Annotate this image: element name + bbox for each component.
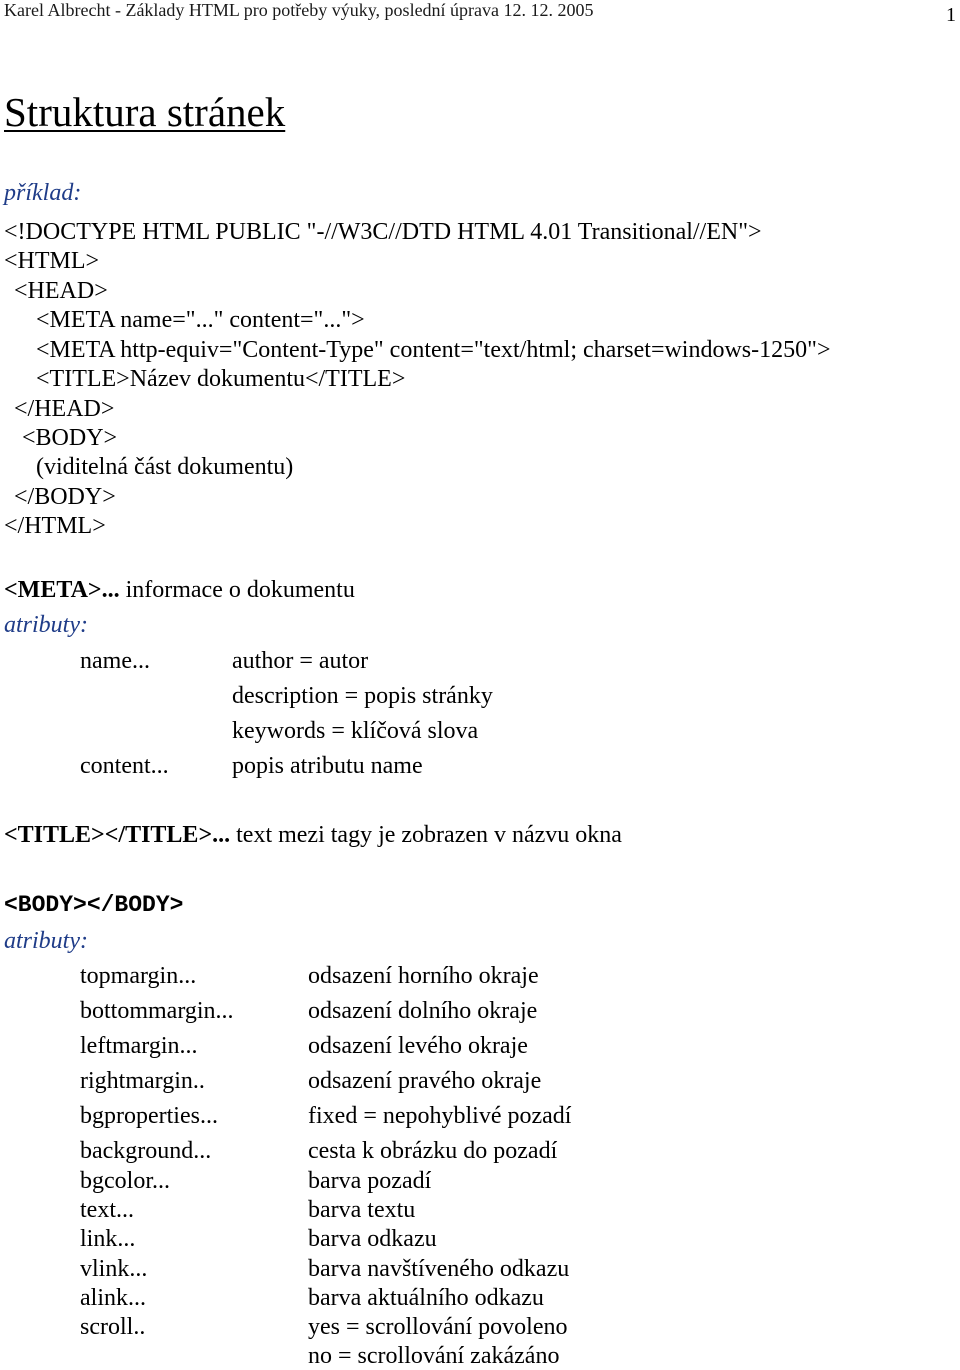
title-tag: <TITLE></TITLE> <box>4 822 213 848</box>
code-line: <TITLE>Název dokumentu</TITLE> <box>36 366 406 392</box>
attribute-desc: fixed = nepohyblivé pozadí <box>308 1103 572 1129</box>
attribute-name: bgcolor... <box>80 1168 170 1194</box>
code-line: <BODY> <box>22 425 118 451</box>
meta-attributes-label: atributy: <box>4 612 88 638</box>
code-line: <META http-equiv="Content-Type" content="text/html; charset=windows-1250"> <box>36 337 831 363</box>
attribute-desc: odsazení horního okraje <box>308 963 539 989</box>
attribute-desc: author = autor <box>232 648 369 674</box>
code-line: </HEAD> <box>14 396 115 422</box>
title-tag-heading <box>4 822 622 849</box>
attribute-name: leftmargin... <box>80 1033 198 1059</box>
attribute-desc: odsazení dolního okraje <box>308 998 538 1024</box>
running-header: Karel Albrecht - Základy HTML pro potřeby výuky, poslední úprava 12. 12. 2005 <box>4 0 594 20</box>
body-attributes-label: atributy: <box>4 928 88 954</box>
code-line: <HEAD> <box>14 278 108 304</box>
attribute-desc: description = popis stránky <box>232 683 493 709</box>
attribute-desc: popis atributu name <box>232 753 423 779</box>
code-line: <META name="..." content="..."> <box>36 307 365 333</box>
code-line: <HTML> <box>4 248 100 274</box>
attribute-desc: cesta k obrázku do pozadí <box>308 1138 558 1164</box>
attribute-name: link... <box>80 1226 136 1252</box>
attribute-desc: odsazení levého okraje <box>308 1033 528 1059</box>
attribute-desc: barva textu <box>308 1197 416 1223</box>
meta-dots: ... <box>101 577 120 603</box>
attribute-name: text... <box>80 1197 134 1223</box>
attribute-desc: yes = scrollování povoleno <box>308 1314 568 1340</box>
attribute-name: content... <box>80 753 169 779</box>
attribute-name: rightmargin.. <box>80 1068 205 1094</box>
attribute-desc: barva navštíveného odkazu <box>308 1256 570 1282</box>
attribute-name: topmargin... <box>80 963 197 989</box>
attribute-name: name... <box>80 648 150 674</box>
attribute-desc: odsazení pravého okraje <box>308 1068 542 1094</box>
title-tag-dots: ... <box>212 822 231 848</box>
code-line: <!DOCTYPE HTML PUBLIC "-//W3C//DTD HTML 4.01 Transitional//EN"> <box>4 219 762 245</box>
example-label: příklad: <box>4 180 82 206</box>
title-tag-description: text mezi tagy je zobrazen v názvu okna <box>230 822 622 848</box>
attribute-name: background... <box>80 1138 212 1164</box>
attribute-name: bottommargin... <box>80 998 234 1024</box>
code-line: </BODY> <box>14 484 116 510</box>
meta-heading <box>4 577 355 604</box>
meta-tag: <META> <box>4 577 102 603</box>
attribute-desc: barva aktuálního odkazu <box>308 1285 544 1311</box>
attribute-desc: barva pozadí <box>308 1168 432 1194</box>
code-line: (viditelná část dokumentu) <box>36 454 294 480</box>
meta-description: informace o dokumentu <box>119 577 355 603</box>
page-title: Struktura stránek <box>4 89 286 135</box>
code-line: </HTML> <box>4 513 106 539</box>
attribute-name: bgproperties... <box>80 1103 218 1129</box>
attribute-name: scroll.. <box>80 1314 146 1340</box>
page-number: 1 <box>946 4 956 26</box>
attribute-desc: barva odkazu <box>308 1226 437 1252</box>
attribute-desc: keywords = klíčová slova <box>232 718 479 744</box>
attribute-name: alink... <box>80 1285 146 1311</box>
attribute-name: vlink... <box>80 1256 148 1282</box>
attribute-desc: no = scrollování zakázáno <box>308 1343 560 1369</box>
body-tag-heading: <BODY></BODY> <box>4 892 184 918</box>
